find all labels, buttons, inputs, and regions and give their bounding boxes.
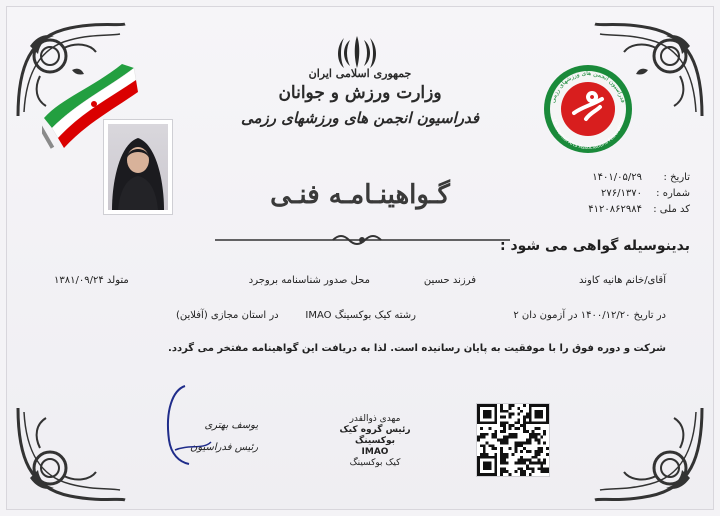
- verification-qr-code[interactable]: [476, 403, 550, 477]
- holder-name: آقای/خانم هانیه کاوند: [579, 275, 666, 286]
- group-head-signature: [330, 414, 420, 469]
- federation-president-title: رئیس فدراسیون: [190, 442, 259, 453]
- title-divider: [215, 232, 510, 246]
- group-head-sub: کیک بوکسینگ: [349, 458, 401, 468]
- header-country: جمهوری اسلامی ایران: [308, 67, 412, 80]
- exam-date-level: در تاریخ ۱۴۰۰/۱۲/۲۰ در آزمون دان ۲: [513, 310, 666, 321]
- meta-date-value: ۱۴۰۱/۰۵/۲۹: [592, 172, 642, 183]
- header-block: [240, 66, 480, 131]
- logo-ring-text-bottom: I.R. Martial Arts Associations Federation: [550, 118, 626, 152]
- meta-date-label: تاریخ :: [663, 172, 690, 183]
- certificate-meta: [520, 170, 690, 218]
- federation-president-name: یوسف بهتری: [204, 420, 259, 431]
- group-head-title: رئیس گروه کیک بوکسینگ: [339, 425, 411, 446]
- meta-national-code-row: [520, 202, 690, 218]
- meta-number-value: ۲۷۶/۱۳۷۰: [601, 188, 642, 199]
- holder-father-name: فرزند حسین: [423, 275, 476, 286]
- federation-logo: [542, 63, 634, 155]
- federation-president-block: [190, 415, 258, 459]
- header-ministry: وزارت ورزش و جوانان: [278, 83, 442, 103]
- group-head-org: IMAO: [361, 447, 389, 457]
- certificate-intro: بدینوسیله گواهی می شود :: [499, 238, 690, 254]
- meta-number-row: [520, 186, 690, 202]
- holder-birthplace: محل صدور شناسنامه بروجرد: [248, 275, 370, 286]
- iran-emblem-icon: [336, 34, 378, 70]
- meta-number-label: شماره :: [656, 188, 690, 199]
- ornament-bottom-left: [10, 398, 130, 508]
- holder-birthdate: متولد ۱۳۸۱/۰۹/۲۴: [54, 275, 129, 286]
- meta-date-row: [520, 170, 690, 186]
- meta-national-code-value: ۴۱۲۰۸۶۲۹۸۴: [588, 204, 642, 215]
- header-federation: فدراسیون انجمن های ورزشهای رزمی: [240, 109, 480, 127]
- logo-ring-text-top: فدراسیون انجمن های ورزشهای رزمی: [549, 69, 627, 104]
- exam-province: در استان مجازی (آفلاین): [176, 310, 279, 321]
- holder-photo: [103, 119, 173, 215]
- meta-national-code-label: کد ملی :: [653, 204, 690, 215]
- certificate-title: گـواهینـامـه فنـی: [270, 180, 450, 210]
- group-head-name: مهدی ذوالقدر: [349, 414, 401, 424]
- ornament-bottom-right: [590, 398, 710, 508]
- exam-discipline: رشته کیک بوکسینگ IMAO: [305, 310, 416, 321]
- closing-statement: شرکت و دوره فوق را با موفقیت به پایان رسانیده است. لذا به دریافت این گواهینامه مفتخر می گردد.: [168, 343, 666, 354]
